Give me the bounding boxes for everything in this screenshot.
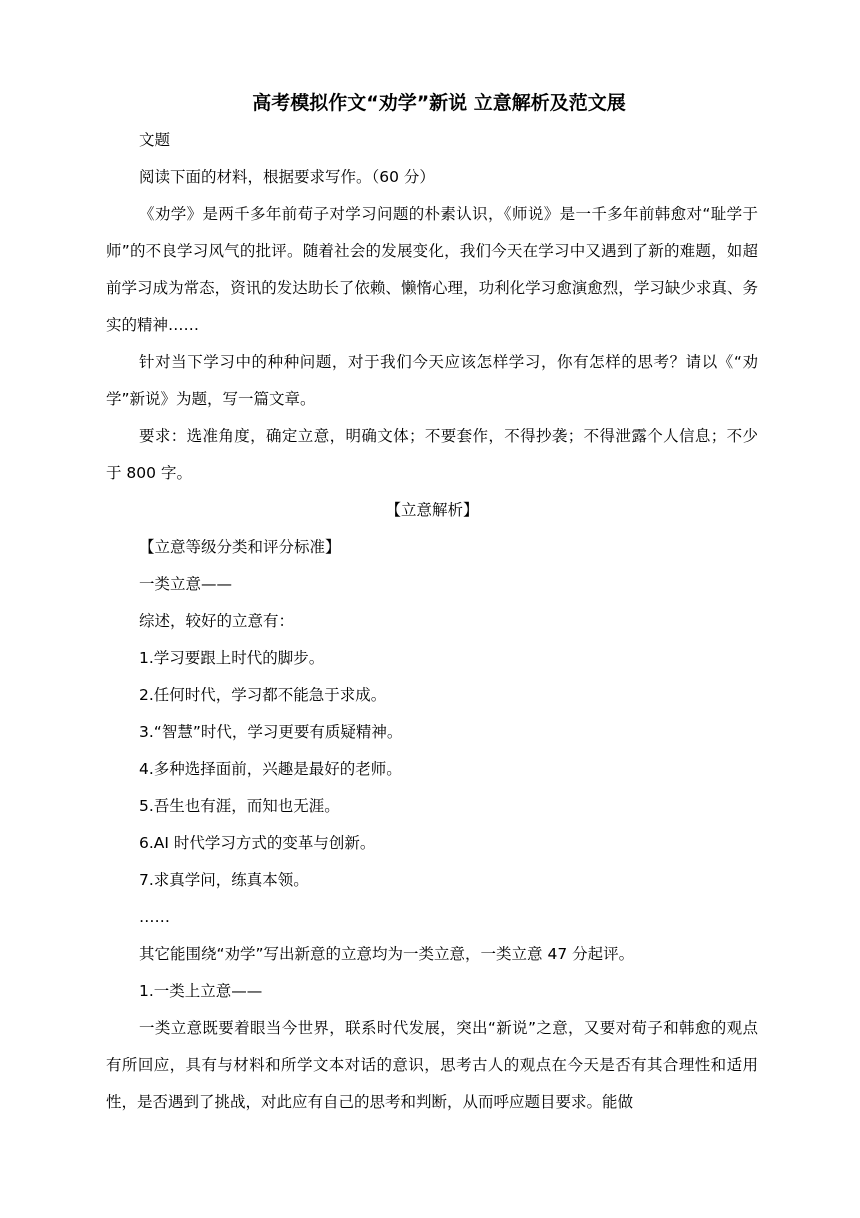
summary-line: 综述，较好的立意有： [139, 612, 295, 630]
list-item: 3.“智慧”时代，学习更要有质疑精神。 [139, 723, 403, 741]
subheading-grading: 【立意等级分类和评分标准】 [139, 538, 341, 556]
list-item: 1.学习要跟上时代的脚步。 [139, 649, 325, 667]
instruction-paragraph: 阅读下面的材料，根据要求写作。（60 分） [139, 168, 435, 186]
list-item: 6.AI 时代学习方式的变革与创新。 [139, 834, 376, 852]
analysis-paragraph: 一类立意既要着眼当今世界，联系时代发展，突出“新说”之意，又要对荀子和韩愈的观点有所回应，具有与材料和所学文本对话的意识，思考古人的观点在今天是否有其合理性和适用性，是否遇到了挑战，对此应有自己的思考和判断，从而呼应题目要求。能做 [106, 1019, 758, 1111]
class-one-note: 其它能围绕“劝学”写出新意的立意均为一类立意，一类立意 47 分起评。 [139, 945, 635, 963]
subheading-class-one: 一类立意—— [139, 575, 233, 593]
list-item: 4.多种选择面前，兴趣是最好的老师。 [139, 760, 402, 778]
list-item: 7.求真学问，练真本领。 [139, 871, 309, 889]
task-paragraph: 针对当下学习中的种种问题，对于我们今天应该怎样学习，你有怎样的思考？请以《“劝学”新说》为题，写一篇文章。 [106, 353, 758, 408]
document-title: 高考模拟作文“劝学”新说 立意解析及范文展 [252, 92, 626, 114]
list-item: 5.吾生也有涯，而知也无涯。 [139, 797, 340, 815]
ellipsis-line: …… [139, 908, 170, 926]
list-item: 2.任何时代，学习都不能急于求成。 [139, 686, 387, 704]
document-body [106, 88, 758, 1121]
subheading-class-one-upper: 1.一类上立意—— [139, 982, 263, 1000]
requirements-paragraph: 要求：选准角度，确定立意，明确文体；不要套作，不得抄袭；不得泄露个人信息；不少于 800 字。 [106, 427, 758, 482]
material-paragraph: 《劝学》是两千多年前荀子对学习问题的朴素认识，《师说》是一千多年前韩愈对“耻学于师”的不良学习风气的批评。随着社会的发展变化，我们今天在学习中又遇到了新的难题，如超前学习成为常态，资讯的发达助长了依赖、懒惰心理，功利化学习愈演愈烈，学习缺少求真、务实的精神…… [106, 205, 758, 334]
section-heading-analysis: 【立意解析】 [385, 501, 479, 519]
section-label-prompt: 文题 [139, 131, 171, 149]
